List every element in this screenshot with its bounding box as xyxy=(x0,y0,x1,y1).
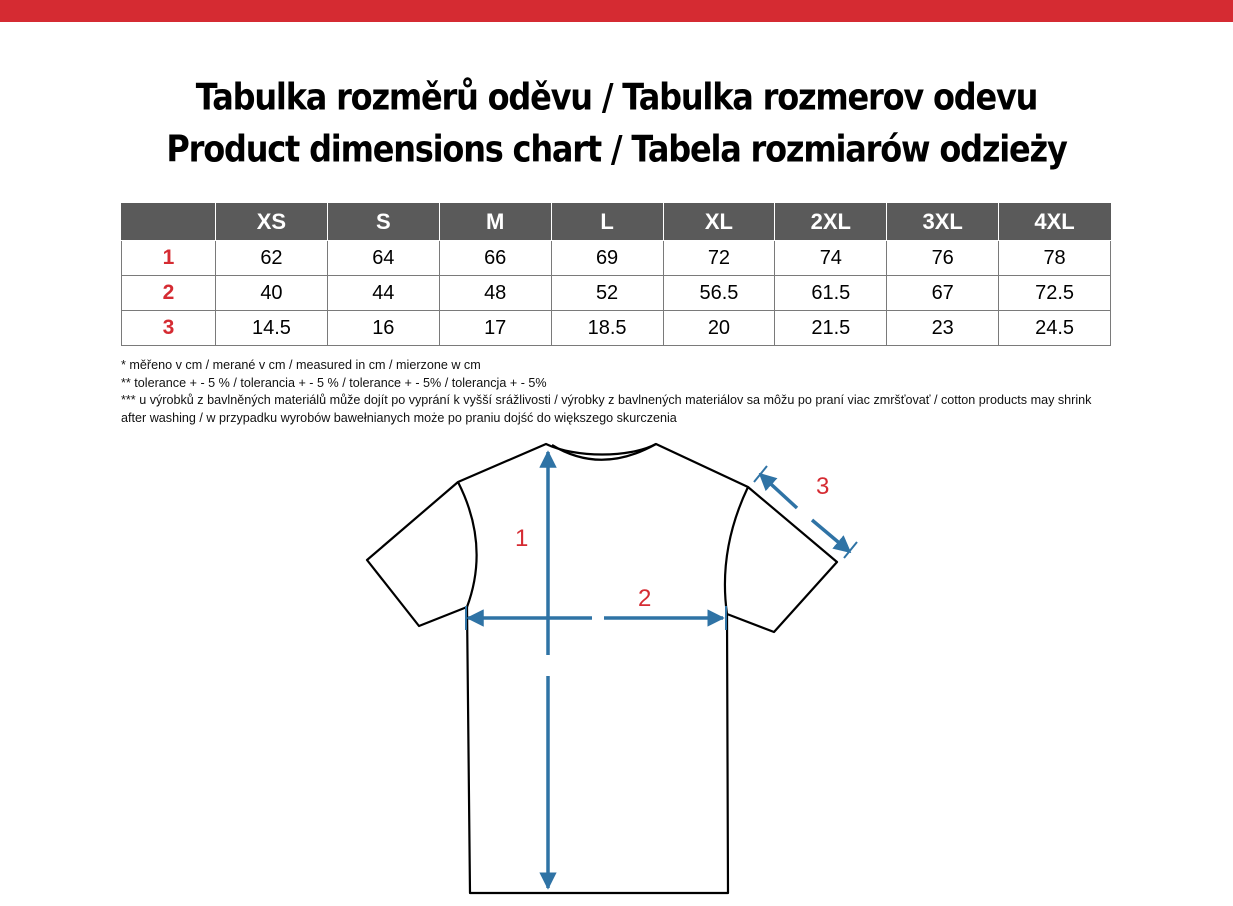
page-title-line-1: Tabulka rozměrů oděvu / Tabulka rozmerov odevu xyxy=(195,75,1038,119)
table-cell: 66 xyxy=(439,241,551,276)
table-cell: 16 xyxy=(327,311,439,346)
left-armhole-seam xyxy=(458,482,477,607)
size-header-2xl: 2XL xyxy=(775,204,887,241)
size-header-xl: XL xyxy=(663,204,775,241)
table-cell: 52 xyxy=(551,276,663,311)
table-cell: 48 xyxy=(439,276,551,311)
table-cell: 21.5 xyxy=(775,311,887,346)
table-cell: 23 xyxy=(887,311,999,346)
table-cell: 62 xyxy=(216,241,328,276)
footnote-measurement-unit: * měřeno v cm / merané v cm / measured in cm / mierzone w cm xyxy=(121,358,481,372)
table-cell: 72.5 xyxy=(999,276,1111,311)
size-header-l: L xyxy=(551,204,663,241)
table-cell: 69 xyxy=(551,241,663,276)
table-cell: 18.5 xyxy=(551,311,663,346)
table-cell: 44 xyxy=(327,276,439,311)
size-header-3xl: 3XL xyxy=(887,204,999,241)
table-cell: 72 xyxy=(663,241,775,276)
table-cell: 76 xyxy=(887,241,999,276)
measure-width xyxy=(466,606,726,630)
measure-label-sleeve: 3 xyxy=(816,473,830,500)
table-cell: 17 xyxy=(439,311,551,346)
table-cell: 61.5 xyxy=(775,276,887,311)
table-cell: 64 xyxy=(327,241,439,276)
size-header-4xl: 4XL xyxy=(999,204,1111,241)
tshirt-body xyxy=(367,444,837,893)
page-title-line-2: Product dimensions chart / Tabela rozmiarów odzieży xyxy=(166,127,1067,171)
table-cell: 40 xyxy=(216,276,328,311)
measure-label-width: 2 xyxy=(638,585,652,612)
table-cell: 67 xyxy=(887,276,999,311)
collar-line xyxy=(552,444,656,460)
right-armhole-seam xyxy=(725,487,748,614)
size-header-s: S xyxy=(327,204,439,241)
table-cell: 74 xyxy=(775,241,887,276)
table-cell: 56.5 xyxy=(663,276,775,311)
measure-sleeve xyxy=(754,466,857,558)
table-cell: 78 xyxy=(999,241,1111,276)
tshirt-outline xyxy=(367,444,837,893)
row-label-3: 3 xyxy=(122,311,216,346)
footnote-tolerance: ** tolerance + - 5 % / tolerancia + - 5 % / tolerance + - 5% / tolerancja + - 5% xyxy=(121,375,547,390)
table-cell: 14.5 xyxy=(216,311,328,346)
measure-label-length: 1 xyxy=(515,525,529,552)
row-label-2: 2 xyxy=(122,276,216,311)
size-header-xs: XS xyxy=(216,204,328,241)
row-label-1: 1 xyxy=(122,241,216,276)
table-cell: 20 xyxy=(663,311,775,346)
size-header-m: M xyxy=(439,204,551,241)
footnote-shrinkage: *** u výrobků z bavlněných materiálů může dojít po vyprání k vyšší srážlivosti / výrobky z bavlnených materiálov sa môžu po praní viac zmršťovať / cotton products may shrink after washing / w przypadku wyrobów bawełnianych może po praniu dojść do większego skurczenia xyxy=(121,393,1092,425)
table-cell: 24.5 xyxy=(999,311,1111,346)
